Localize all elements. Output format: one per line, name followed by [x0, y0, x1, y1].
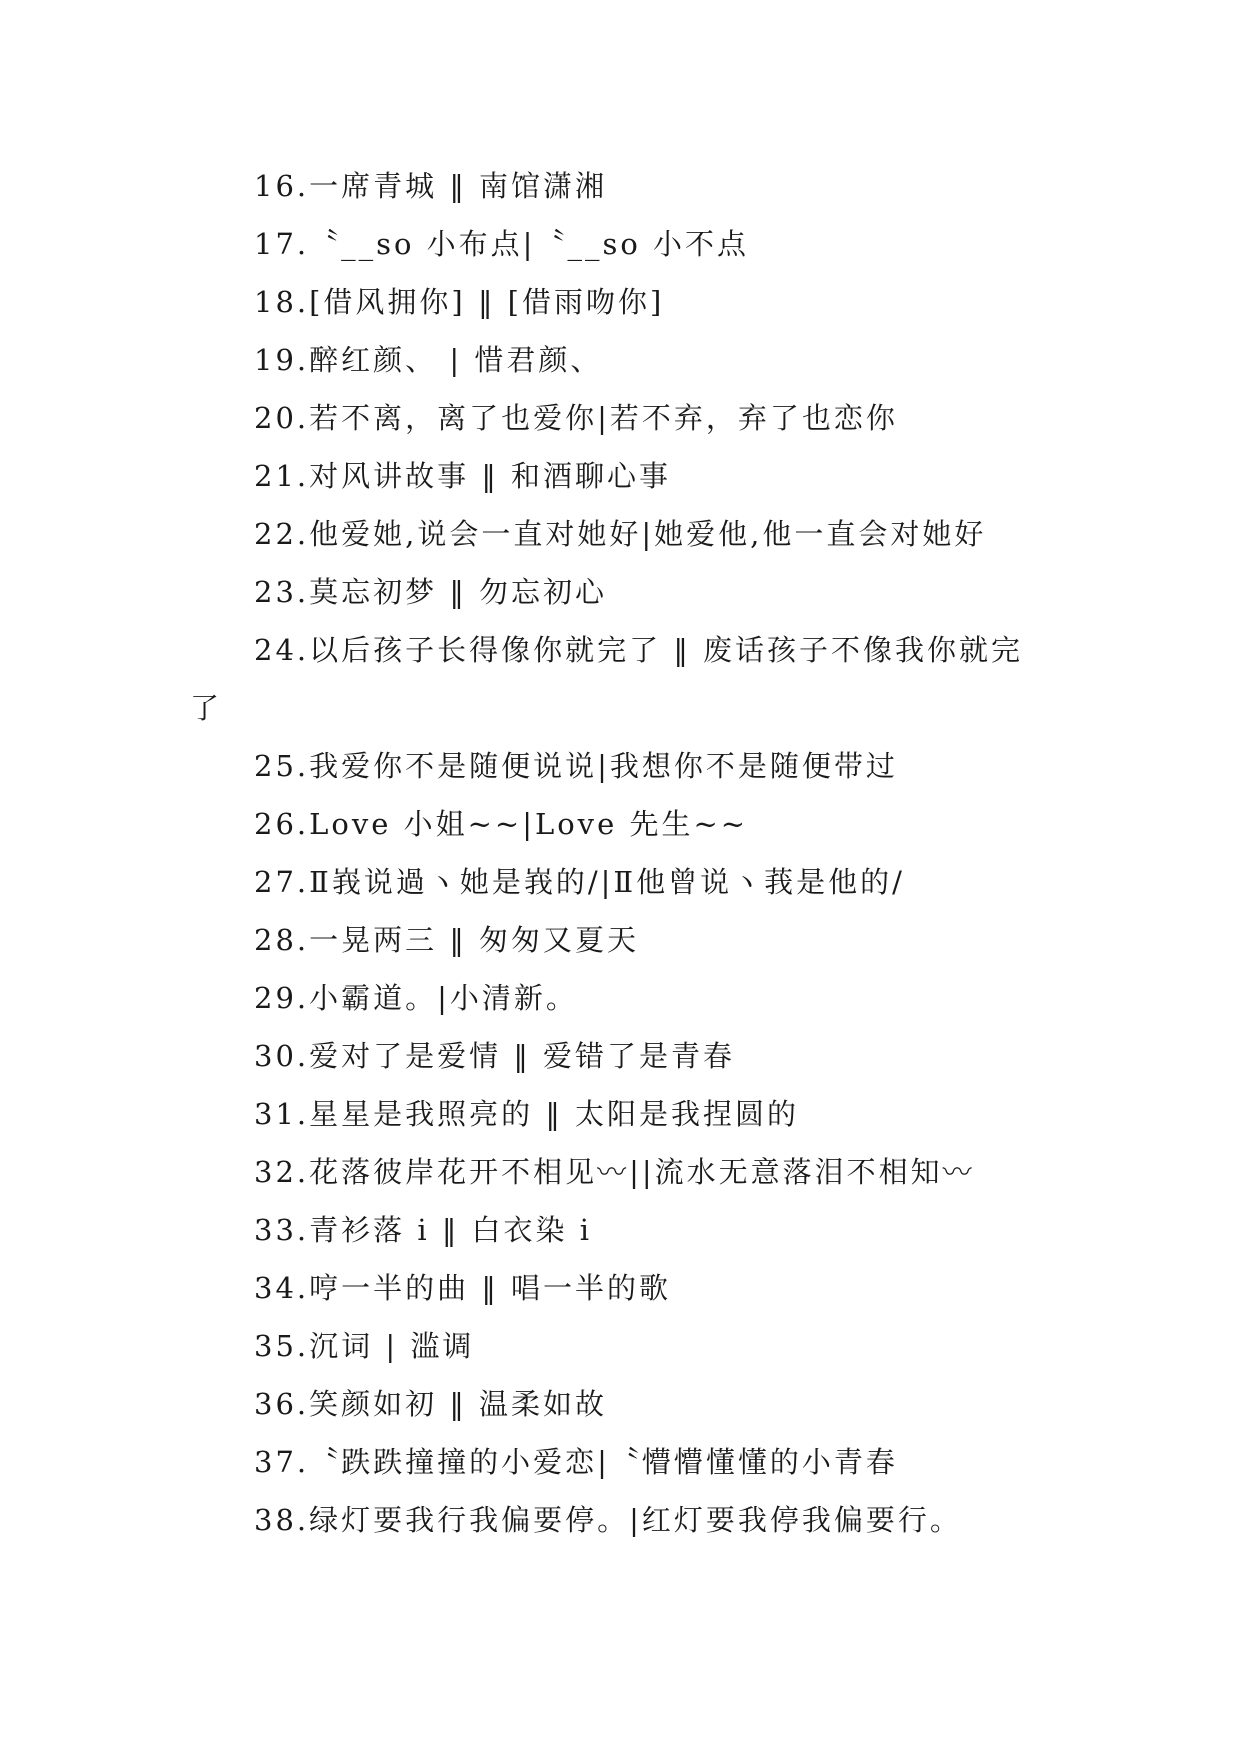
- list-item: 21.对风讲故事 ‖ 和酒聊心事: [254, 459, 672, 493]
- list-item: 18.[借风拥你] ‖ [借雨吻你]: [254, 285, 665, 319]
- list-item: 17.〝__so 小布点|〝__so 小不点: [254, 227, 750, 261]
- list-item: 37.〝跌跌撞撞的小爱恋|〝懵懵懂懂的小青春: [254, 1445, 898, 1479]
- list-item: 23.莫忘初梦 ‖ 勿忘初心: [254, 575, 608, 609]
- list-item: 20.若不离，离了也爱你|若不弃，弃了也恋你: [254, 401, 898, 435]
- document-body: [190, 157, 1050, 1549]
- list-item: 30.爱对了是爱情 ‖ 爱错了是青春: [254, 1039, 736, 1073]
- list-item: 34.哼一半的曲 ‖ 唱一半的歌: [254, 1271, 672, 1305]
- list-item: 32.花落彼岸花开不相见〰||流水无意落泪不相知〰: [254, 1155, 975, 1189]
- list-item: 38.绿灯要我行我偏要停。|红灯要我停我偏要行。: [254, 1503, 962, 1537]
- list-item: 31.星星是我照亮的 ‖ 太阳是我捏圆的: [254, 1097, 800, 1131]
- list-item: 35.沉词 | 滥调: [254, 1329, 475, 1363]
- list-item: 36.笑颜如初 ‖ 温柔如故: [254, 1387, 608, 1421]
- list-item: 33.青衫落 i ‖ 白衣染 i: [254, 1213, 593, 1247]
- list-item: 25.我爱你不是随便说说|我想你不是随便带过: [254, 749, 898, 783]
- list-item: 16.一席青城 ‖ 南馆潇湘: [254, 169, 608, 203]
- list-item: 19.醉红颜、 | 惜君颜、: [254, 343, 603, 377]
- list-item: 29.小霸道。|小清新。: [254, 981, 578, 1015]
- list-item: 26.Love 小姐~~|Love 先生~~: [254, 807, 749, 841]
- list-item: 27.Ⅱ峩说過ヽ她是峩的/|Ⅱ他曾说ヽ莪是他的/: [254, 865, 905, 899]
- list-item: 24.以后孩子长得像你就完了 ‖ 废话孩子不像我你就完了: [190, 633, 1024, 725]
- list-item: 22.他爱她,说会一直对她好|她爱他,他一直会对她好: [254, 517, 987, 551]
- list-item: 28.一晃两三 ‖ 匆匆又夏天: [254, 923, 640, 957]
